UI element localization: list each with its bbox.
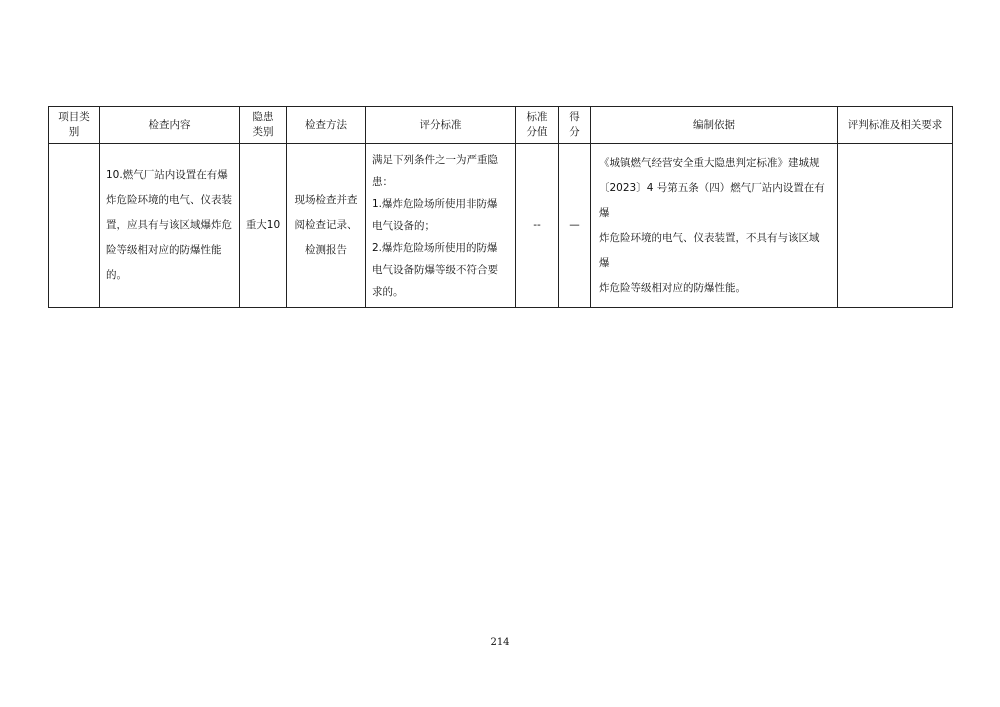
- table-header-row: [49, 107, 953, 144]
- cell-requirements: [838, 144, 953, 308]
- header-hazard-class: 隐患 类别: [240, 107, 287, 144]
- table-row: [49, 144, 953, 308]
- cell-category: [49, 144, 100, 308]
- page-number: 214: [490, 637, 510, 648]
- header-scoring: 评分标准: [366, 107, 516, 144]
- header-content: 检查内容: [100, 107, 240, 144]
- header-score: 得 分: [559, 107, 591, 144]
- header-basis: 编制依据: [591, 107, 838, 144]
- cell-method: 现场检查并查 阅检查记录、 检测报告: [287, 144, 366, 308]
- cell-scoring: 满足下列条件之一为严重隐 患： 1.爆炸危险场所使用非防爆 电气设备的； 2.爆炸危险场所使用的防爆 电气设备防爆等级不符合要 求的。: [366, 144, 516, 308]
- header-method: 检查方法: [287, 107, 366, 144]
- cell-score: —: [559, 144, 591, 308]
- cell-hazard-class: 重大10: [240, 144, 287, 308]
- header-requirements: 评判标准及相关要求: [838, 107, 953, 144]
- hazard-inspection-table: [48, 106, 953, 308]
- header-standard-score: 标准 分值: [516, 107, 559, 144]
- cell-basis: 《城镇燃气经营安全重大隐患判定标准》建城规 〔2023〕4 号第五条（四）燃气厂站内设置在有爆 炸危险环境的电气、仪表装置，不具有与该区域爆 炸危险等级相对应的防爆性能。: [591, 144, 838, 308]
- header-category: 项目类 别: [49, 107, 100, 144]
- cell-standard-score: --: [516, 144, 559, 308]
- cell-content: 10.燃气厂站内设置在有爆 炸危险环境的电气、仪表装 置，应具有与该区域爆炸危 险等级相对应的防爆性能 的。: [100, 144, 240, 308]
